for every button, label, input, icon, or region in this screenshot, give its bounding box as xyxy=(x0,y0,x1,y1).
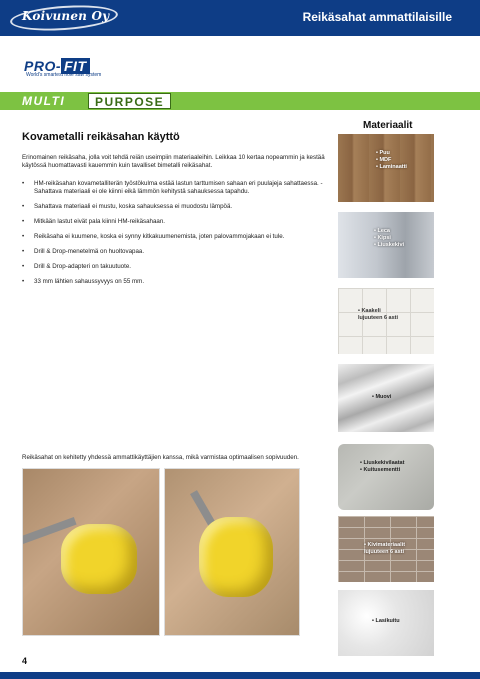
header-bar xyxy=(0,0,480,36)
banner-word-purpose: PURPOSE xyxy=(88,93,171,109)
bullet-icon: • xyxy=(22,263,25,270)
bullet-icon: • xyxy=(22,203,25,210)
material-label xyxy=(364,542,405,556)
holesaw-icon xyxy=(61,524,137,594)
material-label xyxy=(360,460,404,474)
material-tile-plastic xyxy=(338,364,434,432)
list-item xyxy=(22,180,332,196)
list-item-text: Drill & Drop-adapteri on takuutuote. xyxy=(34,263,131,270)
profit-wordmark xyxy=(24,58,90,72)
list-item xyxy=(22,278,332,286)
list-item-text: Reikäsaha ei kuumene, koska ei synny kitkakuumenemista, joten palovammojakaan ei tule. xyxy=(34,233,285,240)
bullet-icon: • xyxy=(22,218,25,225)
material-line: • Kuitusementti xyxy=(360,467,401,473)
material-line: • Kaakeli xyxy=(358,308,381,314)
material-tile-tile xyxy=(338,288,434,354)
holesaw-photo-2 xyxy=(164,468,300,636)
material-line: • MDF xyxy=(376,157,392,163)
list-item-text: Drill & Drop-menetelmä on huoltovapaa. xyxy=(34,248,145,255)
material-label xyxy=(358,308,398,322)
list-item xyxy=(22,248,332,256)
holesaw-photo-1 xyxy=(22,468,160,636)
header-title: Reikäsahat ammattilaisille xyxy=(302,10,452,24)
bullet-icon: • xyxy=(22,248,25,255)
material-line: • Liuskekivilaatat xyxy=(360,460,405,466)
material-line: • Laminaatti xyxy=(376,164,407,170)
material-label xyxy=(374,228,404,249)
material-line: • Muovi xyxy=(372,394,392,400)
profit-logo xyxy=(24,58,108,80)
material-line: • Puu xyxy=(376,150,390,156)
list-item-text: Sahattava materiaali ei mustu, koska sahauksessa ei muodostu lämpöä. xyxy=(34,203,233,210)
profit-name-part2: FIT xyxy=(61,58,90,74)
bullet-icon: • xyxy=(22,233,25,240)
material-line: lujuuteen 6 asti xyxy=(364,549,405,555)
bullet-icon: • xyxy=(22,278,25,285)
koivunen-logo xyxy=(10,6,118,30)
material-line: • Kipsi xyxy=(374,235,391,241)
materials-title: Materiaalit xyxy=(363,120,413,131)
list-item xyxy=(22,218,332,226)
bullet-icon: • xyxy=(22,180,25,187)
material-tile-masonry xyxy=(338,212,434,278)
material-tile-fiberglass xyxy=(338,590,434,656)
material-tile-brick xyxy=(338,516,434,582)
intro-paragraph: Erinomainen reikäsaha, jolla voit tehdä reiän useimpiin materiaaleihin. Leikkaa 10 kertaa nopeammin ja kestää käytössä huomattavasti kauemmin kuin tavalliset bimetalli reikäsahat. xyxy=(22,154,325,169)
material-line: • Kivimateriaalit xyxy=(364,542,406,548)
material-line: • Lasikuitu xyxy=(372,618,400,624)
profit-tagline: World's smartest hole saw system xyxy=(26,72,102,78)
logo-text: Koivunen Oy xyxy=(22,9,110,23)
holesaw-icon xyxy=(199,517,273,597)
list-item xyxy=(22,263,332,271)
multi-purpose-banner xyxy=(0,92,480,110)
list-item-text: Mitkään lastut eivät pala kiinni HM-reikäsahaan. xyxy=(34,218,166,225)
material-line: • Liuskekivi xyxy=(374,242,405,248)
material-tile-wood xyxy=(338,134,434,202)
list-item xyxy=(22,233,332,241)
material-label xyxy=(372,618,400,625)
footer-bar xyxy=(0,672,480,679)
material-line: • Leca xyxy=(374,228,390,234)
banner-word-multi: MULTI xyxy=(22,94,66,108)
list-item-text: HM-reikäsahan kovametalliterän työstökulma estää lastun tarttumisen sahaan eri puulajeja sahattaessa. - Sahattava materiaali ei ole kiinni eikä lämmön kehitystä sahauksessa tapahdu. xyxy=(34,180,323,195)
material-tile-slate xyxy=(338,444,434,510)
profit-name-part1: PRO- xyxy=(24,58,61,74)
material-label xyxy=(372,394,391,401)
material-line: lujuuteen 6 asti xyxy=(358,315,399,321)
photo-caption: Reikäsahat on kehitetty yhdessä ammattikäyttäjien kanssa, mikä varmistaa optimaalisen sopivuuden. xyxy=(22,454,299,461)
list-item xyxy=(22,203,332,211)
feature-list xyxy=(22,180,332,293)
material-label xyxy=(376,150,407,171)
list-item-text: 33 mm lähtien sahaussyvyys on 55 mm. xyxy=(34,278,145,285)
page-number: 4 xyxy=(22,656,28,666)
section-title: Kovametalli reikäsahan käyttö xyxy=(22,131,180,143)
